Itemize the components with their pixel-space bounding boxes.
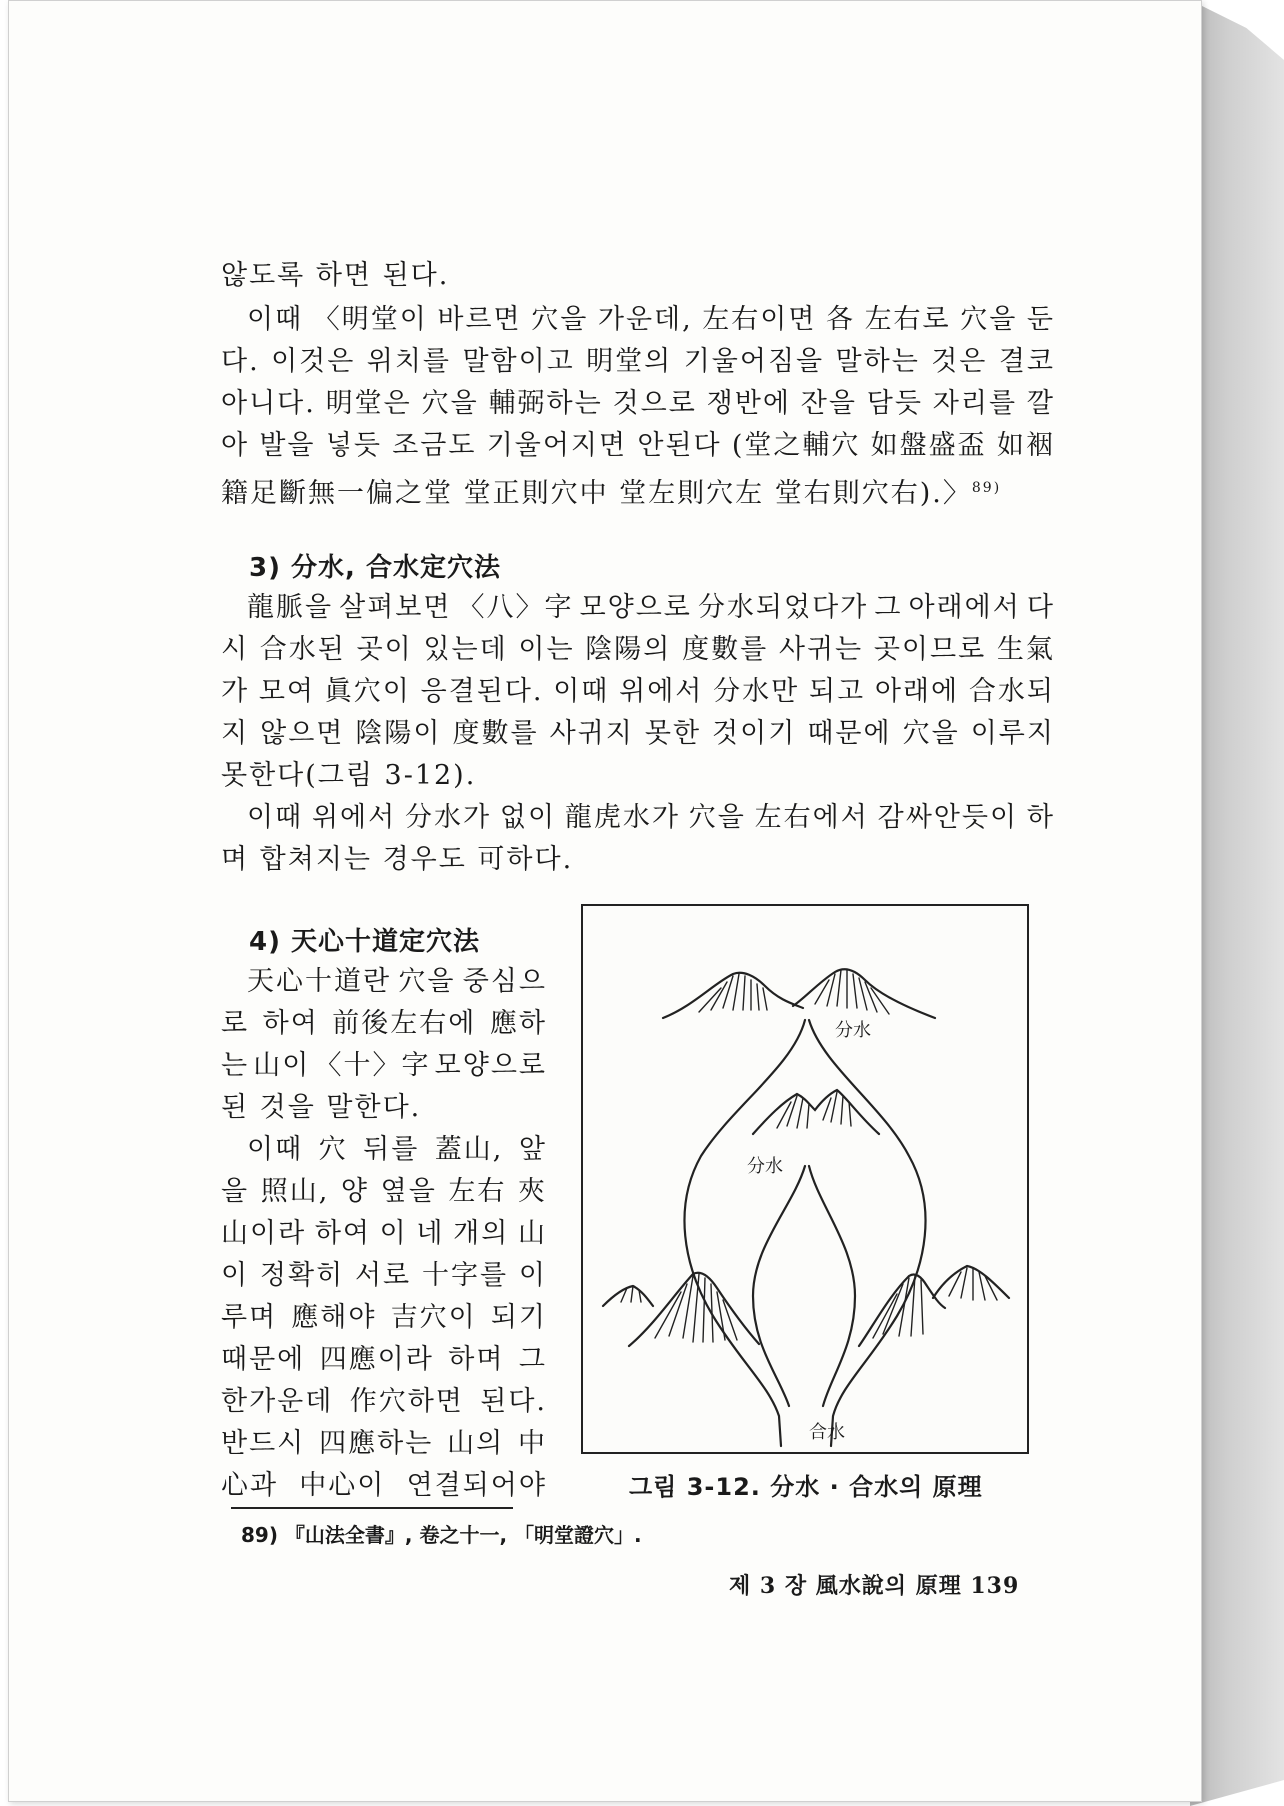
bottom-right-mountain-small [933, 1266, 1009, 1298]
body-line-1: 않도록 하면 된다. [221, 260, 450, 291]
top-mountain-right [793, 969, 935, 1018]
s4-line-8: 이 정확히 서로 十字를 이 [221, 1260, 547, 1291]
outer-water-left [684, 1020, 805, 1446]
body-line-3: 다. 이것은 위치를 말함이고 明堂의 기울어짐을 말하는 것은 결코 [221, 346, 1055, 377]
s4-line-4: 된 것을 말한다. [221, 1092, 422, 1123]
s4-line-5: 이때 穴 뒤를 蓋山, 앞 [247, 1134, 547, 1165]
label-split-water-top: 分水 [835, 1020, 871, 1041]
section-4-heading: 4) 天心十道定穴法 [249, 927, 481, 957]
s4-line-2: 로 하여 前後左右에 應하 [221, 1008, 547, 1039]
s3-line-5: 못한다(그림 3-12). [221, 760, 477, 791]
s4-line-3: 는 山이 〈十〉字 모양으로 [221, 1050, 547, 1081]
top-mountain-left [663, 973, 803, 1018]
footnote-89: 89) 『山法全書』, 卷之十一, 「明堂證穴」. [241, 1523, 642, 1547]
s3-line-6: 이때 위에서 分水가 없이 龍虎水가 穴을 左右에서 감싸안듯이 하 [247, 802, 1055, 833]
s3-line-7: 며 합쳐지는 경우도 可하다. [221, 844, 574, 875]
s4-line-7: 山이라 하여 이 네 개의 山 [221, 1218, 547, 1249]
book-edge [1190, 0, 1284, 1806]
s4-line-9: 루며 應해야 吉穴이 되기 [221, 1302, 547, 1333]
label-merge-water: 合水 [809, 1422, 845, 1443]
body-line-6 [221, 471, 1001, 511]
s3-line-4: 지 않으면 陰陽이 度數를 사귀지 못한 것이기 때문에 穴을 이루지 [221, 718, 1055, 749]
book-page [8, 0, 1202, 1802]
middle-mountain [753, 1090, 879, 1134]
body-line-2: 이때 〈明堂이 바르면 穴을 가운데, 左右이면 各 左右로 穴을 둔 [247, 304, 1055, 335]
s4-line-10: 때문에 四應이라 하며 그 [221, 1344, 547, 1375]
s4-line-11: 한가운데 作穴하면 된다. [221, 1386, 547, 1417]
s3-line-3: 가 모여 眞穴이 응결된다. 이때 위에서 分水만 되고 아래에 合水되 [221, 676, 1055, 707]
section-3-heading: 3) 分水, 合水定穴法 [249, 553, 501, 583]
label-split-water-middle: 分水 [747, 1156, 783, 1177]
bottom-left-mountain-small [603, 1286, 653, 1306]
footnote-ref: 89) [971, 480, 1002, 496]
s4-line-12: 반드시 四應하는 山의 中 [221, 1428, 547, 1459]
figure-3-12 [581, 904, 1029, 1454]
s4-line-1: 天心十道란 穴을 중심으 [247, 966, 547, 997]
inner-water-left [753, 1166, 805, 1406]
figure-drawing [583, 906, 1027, 1452]
figure-caption: 그림 3-12. 分水 · 合水의 原理 [629, 1473, 983, 1501]
footnote-rule [231, 1507, 513, 1509]
inner-water-right [809, 1166, 855, 1406]
s3-line-1: 龍脈을 살펴보면 〈八〉字 모양으로 分水되었다가 그 아래에서 다 [247, 592, 1055, 623]
s4-line-6: 을 照山, 양 옆을 左右 夾 [221, 1176, 547, 1207]
s3-line-2: 시 合水된 곳이 있는데 이는 陰陽의 度數를 사귀는 곳이므로 生氣 [221, 634, 1055, 665]
body-line-6-text: 籍足斷無一偏之堂 堂正則穴中 堂左則穴左 堂右則穴右).〉 [221, 478, 972, 509]
body-line-4: 아니다. 明堂은 穴을 輔弼하는 것으로 쟁반에 잔을 담듯 자리를 깔 [221, 388, 1055, 419]
outer-water-right [809, 1020, 926, 1446]
running-footer: 제 3 장 風水說의 原理 139 [729, 1573, 1020, 1599]
body-line-5: 아 발을 넣듯 조금도 기울어지면 안된다 (堂之輔穴 如盤盛盃 如裀 [221, 430, 1055, 461]
s4-line-13: 心과 中心이 연결되어야 [221, 1470, 547, 1501]
